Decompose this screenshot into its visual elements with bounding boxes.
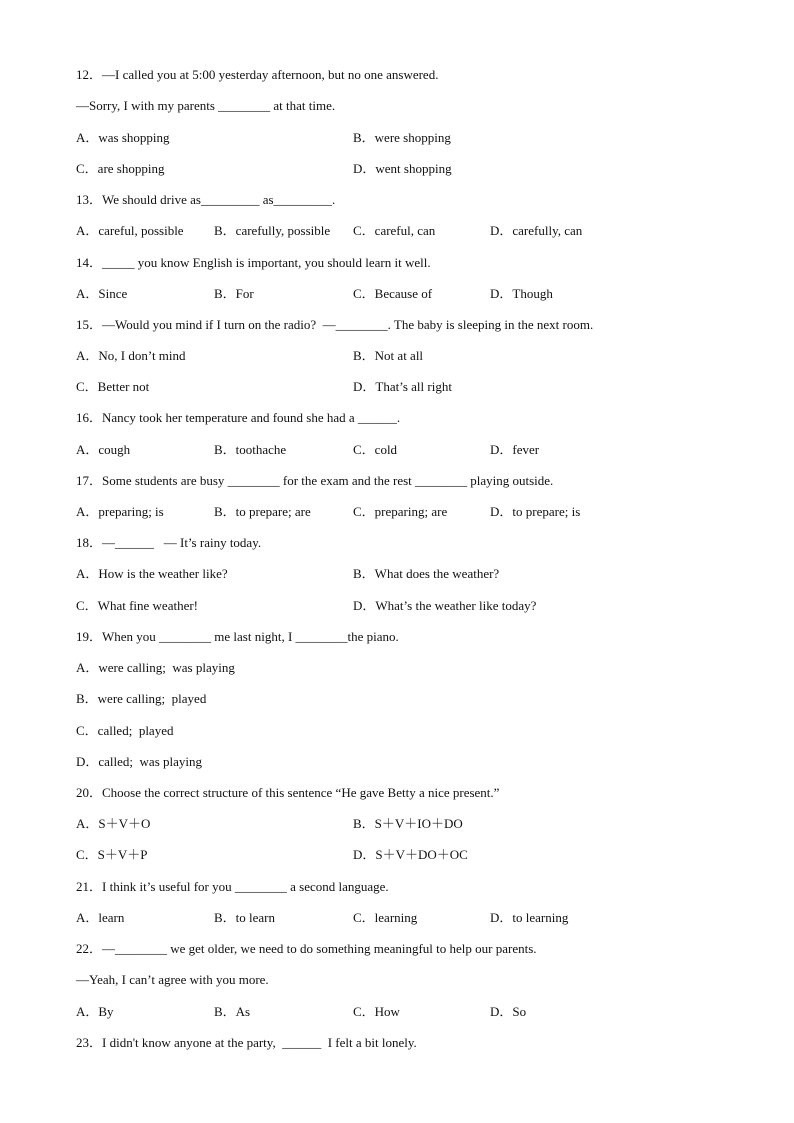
question-20-options-row-1 (76, 815, 716, 833)
option-a[interactable]: A．No, I don’t mind (76, 348, 186, 363)
question-18-stem: 18．—______ — It’s rainy today. (76, 535, 262, 550)
question-20-options-row-2 (76, 846, 716, 864)
option-c[interactable]: C．learning (353, 910, 418, 925)
option-d[interactable]: D．That’s all right (353, 379, 452, 394)
question-12-reply: —Sorry, I with my parents ________ at that time. (76, 98, 336, 113)
option-b[interactable]: B．to learn (214, 910, 276, 925)
question-15-stem: 15．—Would you mind if I turn on the radio? —________. The baby is sleeping in the next room. (76, 317, 594, 332)
option-c[interactable]: C．Because of (353, 286, 433, 301)
question-14-stem: 14．_____ you know English is important, you should learn it well. (76, 255, 431, 270)
option-c[interactable]: C．preparing; are (353, 504, 448, 519)
option-c[interactable]: C．Better not (76, 379, 150, 394)
question-12-options-row-1 (76, 129, 716, 147)
question-21-options (76, 909, 716, 927)
option-c[interactable]: C．called; played (76, 723, 174, 738)
option-c[interactable]: C．careful, can (353, 223, 436, 238)
option-b[interactable]: B．For (214, 286, 254, 301)
question-15-options-row-1 (76, 347, 716, 365)
option-c[interactable]: C．S＋V＋P (76, 847, 148, 862)
option-a[interactable]: A．preparing; is (76, 504, 164, 519)
option-d[interactable]: D．S＋V＋DO＋OC (353, 847, 468, 862)
question-18-options-row-2 (76, 597, 716, 615)
question-23-stem: 23．I didn't know anyone at the party, ______ I felt a bit lonely. (76, 1035, 417, 1050)
option-c[interactable]: C．cold (353, 442, 398, 457)
option-d[interactable]: D．So (490, 1004, 527, 1019)
option-a[interactable]: A．careful, possible (76, 223, 184, 238)
question-16-options (76, 441, 716, 459)
question-14-options (76, 285, 716, 303)
question-17-options (76, 503, 716, 521)
question-13-stem: 13．We should drive as_________ as_________. (76, 192, 336, 207)
option-b[interactable]: B．Not at all (353, 348, 424, 363)
option-b[interactable]: B．were shopping (353, 130, 451, 145)
question-20-stem: 20．Choose the correct structure of this sentence “He gave Betty a nice present.” (76, 785, 500, 800)
option-b[interactable]: B．As (214, 1004, 251, 1019)
option-c[interactable]: C．How (353, 1004, 400, 1019)
option-d[interactable]: D．What’s the weather like today? (353, 598, 537, 613)
question-12-options-row-2 (76, 160, 716, 178)
option-d[interactable]: D．called; was playing (76, 754, 202, 769)
option-c[interactable]: C．What fine weather! (76, 598, 199, 613)
question-22-stem: 22．—________ we get older, we need to do something meaningful to help our parents. (76, 941, 537, 956)
option-d[interactable]: D．carefully, can (490, 223, 583, 238)
question-18-options-row-1 (76, 565, 716, 583)
option-d[interactable]: D．to prepare; is (490, 504, 581, 519)
option-a[interactable]: A．By (76, 1004, 114, 1019)
option-a[interactable]: A．was shopping (76, 130, 170, 145)
option-d[interactable]: D．to learning (490, 910, 569, 925)
option-c[interactable]: C．are shopping (76, 161, 165, 176)
question-22-options (76, 1003, 716, 1021)
question-16-stem: 16．Nancy took her temperature and found she had a ______. (76, 410, 401, 425)
option-b[interactable]: B．to prepare; are (214, 504, 311, 519)
question-12-stem: 12．—I called you at 5:00 yesterday afternoon, but no one answered. (76, 67, 439, 82)
question-13-options (76, 222, 716, 240)
option-a[interactable]: A．were calling; was playing (76, 660, 235, 675)
option-a[interactable]: A．Since (76, 286, 128, 301)
option-d[interactable]: D．Though (490, 286, 553, 301)
option-a[interactable]: A．S＋V＋O (76, 816, 151, 831)
option-b[interactable]: B．S＋V＋IO＋DO (353, 816, 463, 831)
option-d[interactable]: D．went shopping (353, 161, 452, 176)
question-19-stem: 19．When you ________ me last night, I ________the piano. (76, 629, 399, 644)
question-17-stem: 17．Some students are busy ________ for the exam and the rest ________ playing outside. (76, 473, 554, 488)
question-21-stem: 21．I think it’s useful for you ________ a second language. (76, 879, 389, 894)
option-a[interactable]: A．How is the weather like? (76, 566, 228, 581)
question-22-reply: —Yeah, I can’t agree with you more. (76, 972, 269, 987)
option-d[interactable]: D．fever (490, 442, 540, 457)
option-a[interactable]: A．cough (76, 442, 131, 457)
option-a[interactable]: A．learn (76, 910, 125, 925)
option-b[interactable]: B．were calling; played (76, 691, 207, 706)
option-b[interactable]: B．carefully, possible (214, 223, 331, 238)
question-15-options-row-2 (76, 378, 716, 396)
option-b[interactable]: B．toothache (214, 442, 287, 457)
option-b[interactable]: B．What does the weather? (353, 566, 500, 581)
